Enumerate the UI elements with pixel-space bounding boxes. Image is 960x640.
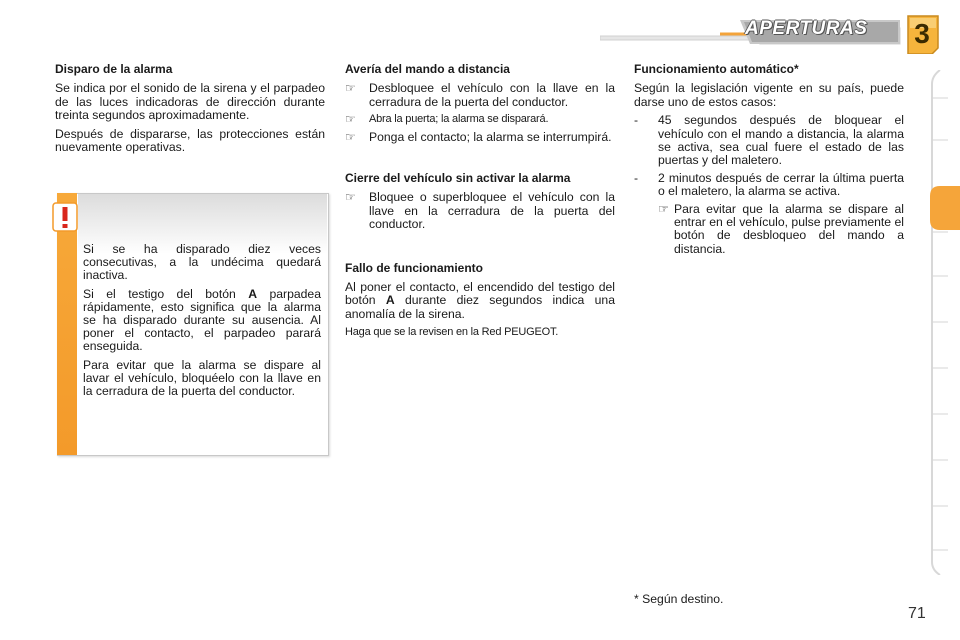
section-heading: Avería del mando a distancia — [345, 62, 510, 76]
hand-pointer-icon: ☞ — [345, 129, 356, 144]
chapter-number: 3 — [914, 18, 930, 49]
alarm-trigger-section — [55, 63, 325, 159]
paragraph: Haga que se la revisen en la Red PEUGEOT. — [345, 326, 559, 339]
chapter-tab-strip[interactable] — [928, 70, 960, 575]
list-item — [634, 203, 904, 257]
section-heading: Fallo de funcionamiento — [345, 260, 484, 275]
hand-pointer-icon: ☞ — [345, 190, 356, 205]
paragraph: Según la legislación vigente en su país, puede darse uno de estos casos: — [634, 81, 904, 109]
warning-icon — [52, 202, 78, 232]
list-item-text: Ponga el contacto; la alarma se interrumpirá. — [369, 129, 612, 144]
button-key-label: A — [248, 286, 258, 301]
button-key-label: A — [385, 293, 395, 308]
text-fragment: Si el testigo del botón — [83, 286, 249, 301]
hand-pointer-icon: ☞ — [658, 201, 669, 216]
footnote: * Según destino. — [634, 592, 724, 606]
paragraph: Si se ha disparado diez veces consecutivas, a la undécima quedará inactiva. — [83, 242, 321, 283]
paragraph: Después de dispararse, las protecciones están nuevamente operativas. — [55, 126, 325, 155]
list-item — [345, 131, 615, 144]
column-3 — [634, 63, 904, 260]
dash-marker: - — [634, 113, 639, 128]
list-item-text: 2 minutos después de cerrar la última puerta o el maletero, la alarma se activa. — [658, 170, 904, 199]
page-number: 71 — [908, 605, 926, 622]
text-fragment: parpadea rápidamente, esto significa que la alarma se ha disparado durante su ausencia. Al poner el contacto, el parpadeo parará enseguida. — [83, 286, 321, 354]
hand-pointer-icon: ☞ — [345, 112, 356, 127]
paragraph — [345, 281, 615, 321]
list-item-text: Bloquee o superbloquee el vehículo con la llave en la cerradura de la puerta del conductor. — [369, 190, 615, 232]
section-heading: Funcionamiento automático* — [634, 62, 799, 76]
list-item — [634, 172, 904, 199]
paragraph: Se indica por el sonido de la sirena y el parpadeo de las luces indicadoras de dirección durante treinta segundos aproximadamente. — [55, 81, 325, 123]
list-item-text: Abra la puerta; la alarma se disparará. — [369, 113, 549, 126]
paragraph: Para evitar que la alarma se dispare al lavar el vehículo, bloquéelo con la llave en la cerradura de la puerta del conductor. — [83, 357, 321, 399]
text-fragment: durante diez segundos indica una anomalía de la sirena. — [345, 293, 615, 321]
dash-marker: - — [634, 170, 639, 185]
paragraph — [83, 288, 321, 354]
list-item-text: Para evitar que la alarma se dispare al entrar en el vehículo, pulse previamente el botón de desbloqueo del mando a distancia. — [674, 201, 904, 256]
list-item — [345, 82, 615, 109]
column-2 — [345, 63, 615, 345]
list-item — [634, 114, 904, 168]
section-title: APERTURAS — [745, 18, 868, 39]
list-item — [345, 113, 615, 126]
list-item-text: Desbloquee el vehículo con la llave en la cerradura de la puerta del conductor. — [369, 81, 615, 109]
text-fragment: Al poner el contacto, el encendido del testigo del botón — [345, 280, 615, 308]
hand-pointer-icon: ☞ — [345, 81, 356, 96]
list-item-text: 45 segundos después de bloquear el vehículo con el mando a distancia, la alarma se activa, sea cual fuere el estado de las puertas y del maletero. — [658, 113, 904, 168]
list-item — [345, 191, 615, 231]
warning-accent-bar — [57, 193, 77, 455]
section-heading: Cierre del vehículo sin activar la alarma — [345, 171, 571, 186]
warning-text — [83, 243, 321, 403]
section-heading: Disparo de la alarma — [55, 62, 173, 76]
